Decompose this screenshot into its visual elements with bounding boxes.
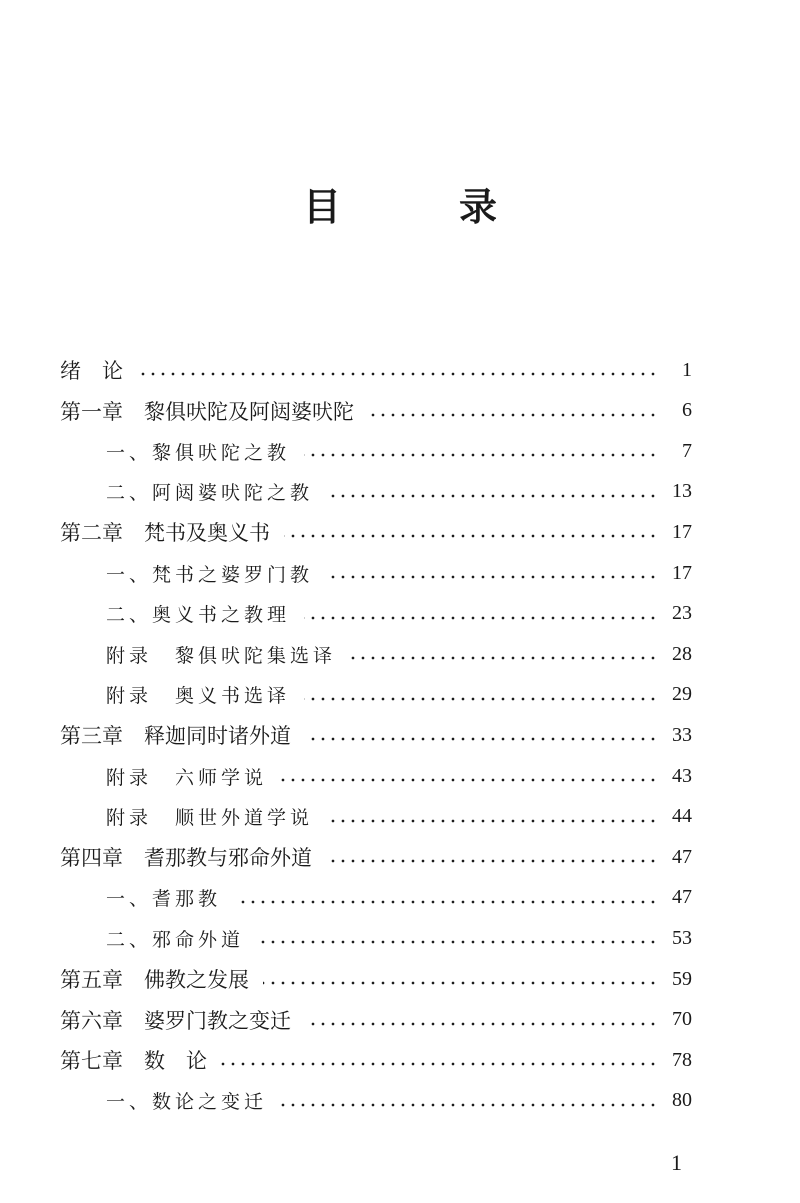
toc-entry <box>60 715 692 755</box>
dot-leader <box>284 533 658 539</box>
toc-entry-page: 6 <box>682 399 692 422</box>
toc-entry-page: 44 <box>672 805 692 828</box>
toc-entry-page: 1 <box>682 358 692 381</box>
dot-leader <box>263 980 658 986</box>
toc-entry-label: 一、耆那教 <box>106 888 222 911</box>
dot-leader <box>304 615 658 621</box>
dot-leader <box>305 1021 658 1027</box>
toc-entry <box>60 959 692 999</box>
toc-entry <box>60 1081 692 1121</box>
toc-entry-page: 23 <box>672 602 692 625</box>
toc-entry <box>60 1040 692 1080</box>
toc-entry <box>60 797 692 837</box>
dot-leader <box>327 818 658 824</box>
toc-entry-label: 第六章 婆罗门教之变迁 <box>60 1008 291 1033</box>
dot-leader <box>137 371 658 377</box>
toc-entry-label: 第五章 佛教之发展 <box>60 968 249 992</box>
toc-entry <box>60 431 692 471</box>
toc-entry-page: 47 <box>672 886 692 909</box>
toc-entry <box>60 472 692 512</box>
dot-leader <box>281 777 658 783</box>
dot-leader <box>368 412 658 418</box>
toc-entry-label: 附录 奥义书选译 <box>106 685 291 708</box>
toc-entry <box>60 391 692 431</box>
toc-entry-label: 二、奥义书之教理 <box>106 604 291 627</box>
toc-entry <box>60 756 692 796</box>
toc-entry <box>60 837 692 877</box>
toc-entry-page: 17 <box>672 561 692 584</box>
dot-leader <box>221 1061 658 1067</box>
toc-entry-label: 第四章 耆那教与邪命外道 <box>60 846 312 871</box>
dot-leader <box>327 493 658 499</box>
toc-entry-page: 43 <box>672 764 692 787</box>
toc-entry-label: 二、邪命外道 <box>106 928 245 951</box>
toc-entry-label: 附录 六师学说 <box>106 766 268 789</box>
toc-entry <box>60 350 692 390</box>
toc-entry <box>60 634 692 674</box>
dot-leader <box>281 1102 658 1108</box>
toc-entry <box>60 675 692 715</box>
dot-leader <box>258 939 658 945</box>
dot-leader <box>350 655 658 661</box>
toc-entry-label: 一、梵书之婆罗门教 <box>106 563 314 586</box>
toc-entry-label: 附录 黎俱吠陀集选译 <box>106 644 337 667</box>
toc-entry-page: 13 <box>672 480 692 503</box>
dot-leader <box>235 899 658 905</box>
toc-entry-label: 一、数论之变迁 <box>106 1091 268 1114</box>
toc-entry <box>60 918 692 958</box>
toc-entry-page: 70 <box>672 1008 692 1031</box>
toc-entry-page: 78 <box>672 1048 692 1071</box>
toc-entry-label: 二、阿闼婆吠陀之教 <box>106 482 314 505</box>
toc-entry-label: 附录 顺世外道学说 <box>106 807 314 830</box>
toc-entry-label: 第三章 释迦同时诸外道 <box>60 724 291 749</box>
toc-entry-label: 一、黎俱吠陀之教 <box>106 441 291 464</box>
toc-entry-page: 47 <box>672 845 692 868</box>
dot-leader <box>326 858 658 864</box>
dot-leader <box>305 736 658 742</box>
toc-entry-page: 33 <box>672 723 692 746</box>
toc-entry-label: 第七章 数 论 <box>60 1049 207 1074</box>
toc-entry-page: 28 <box>672 642 692 665</box>
toc-entry <box>60 878 692 918</box>
dot-leader <box>304 696 658 702</box>
toc-entry <box>60 512 692 552</box>
dot-leader <box>327 574 658 580</box>
toc-entry-page: 17 <box>672 520 692 543</box>
toc-entry <box>60 1000 692 1040</box>
toc-entry-page: 80 <box>672 1089 692 1112</box>
toc-entry-label: 绪 论 <box>60 359 123 383</box>
toc-entry-page: 53 <box>672 926 692 949</box>
dot-leader <box>304 452 658 458</box>
toc-entry-label: 第一章 黎俱吠陀及阿闼婆吠陀 <box>60 399 354 424</box>
toc-entry-page: 29 <box>672 683 692 706</box>
page-title: 目 录 <box>302 184 537 229</box>
toc-entry <box>60 594 692 634</box>
page-number: 1 <box>671 1150 682 1175</box>
toc-entry-page: 59 <box>672 967 692 990</box>
toc-entry-page: 7 <box>682 439 692 462</box>
toc-entry <box>60 553 692 593</box>
toc-entry-label: 第二章 梵书及奥义书 <box>60 521 270 546</box>
